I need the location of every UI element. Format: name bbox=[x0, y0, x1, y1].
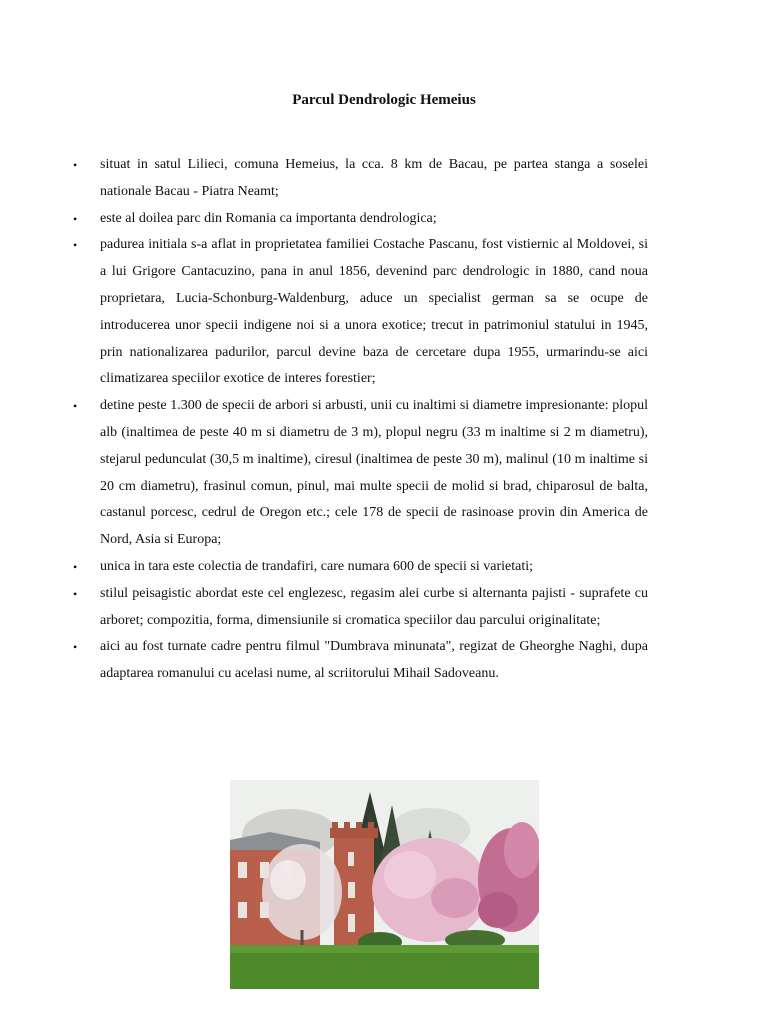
bullet-icon: • bbox=[73, 238, 78, 253]
bullet-icon: • bbox=[73, 158, 78, 172]
list-item bbox=[62, 581, 648, 635]
list-item-text: detine peste 1.300 de specii de arbori si arbusti, unii cu inaltimi si diametre impresionante: plopul alb (inaltimea de peste 40 m si diametru de 3 m), plopul negru (33 m inaltime si 2 m diametru), stejarul pedunculat (30,5 m inaltime), ciresul (inaltimea de peste 30 m), malinul (10 m inaltime si 20 cm diametru), frasinul comun, pinul, mai multe specii de molid si brad, chiparosul de balta, castanul porcesc, cedrul de Oregon etc.; cele 178 de specii de rasinoase provin din America de Nord, Asia si Europa; bbox=[100, 398, 648, 548]
list-item bbox=[62, 634, 648, 688]
list-item bbox=[62, 393, 648, 554]
bullet-icon: • bbox=[73, 586, 78, 601]
park-photo-illustration bbox=[230, 780, 539, 989]
bullet-icon: • bbox=[73, 559, 78, 574]
list-item-text: padurea initiala s-a aflat in proprietatea familiei Costache Pascanu, fost vistiernic al Moldovei, si a lui Grigore Cantacuzino, pana in anul 1856, devenind parc dendrologic in 1880, cand noua proprietara, Lucia-Schonburg-Waldenburg, aduce un specialist german sa se ocupe de introducerea unor specii indigene noi si a unora exotice; trecut in patrimoniul statului in 1945, prin nationalizarea padurilor, parcul devine baza de cercetare dupa 1955, urmarindu-se aici climatizarea speciilor exotice de interes forestier; bbox=[100, 237, 648, 387]
page-title: Parcul Dendrologic Hemeius bbox=[292, 92, 476, 108]
park-photo bbox=[230, 780, 539, 989]
list-item-text: unica in tara este colectia de trandafiri, care numara 600 de specii si varietati; bbox=[100, 558, 534, 574]
list-item bbox=[62, 232, 648, 393]
list-item bbox=[62, 206, 648, 233]
bullet-icon: • bbox=[73, 640, 78, 655]
bullet-icon: • bbox=[73, 399, 78, 414]
bullet-list bbox=[62, 152, 648, 688]
list-item-text: stilul peisagistic abordat este cel englezesc, regasim alei curbe si alternanta pajisti - suprafete cu arboret; compozitia, forma, dimensiunile si cromatica speciilor dau parcului originalitate; bbox=[100, 585, 648, 628]
list-item-text: aici au fost turnate cadre pentru filmul "Dumbrava minunata", regizat de Gheorghe Naghi, dupa adaptarea romanului cu acelasi nume, al scriitorului Mihail Sadoveanu. bbox=[100, 639, 648, 682]
list-item bbox=[62, 554, 648, 581]
bullet-icon: • bbox=[73, 211, 78, 226]
list-item-text: situat in satul Lilieci, comuna Hemeius, la cca. 8 km de Bacau, pe partea stanga a soselei nationale Bacau - Piatra Neamt; bbox=[100, 157, 648, 199]
list-item bbox=[62, 152, 648, 206]
list-item-text: este al doilea parc din Romania ca importanta dendrologica; bbox=[100, 210, 437, 226]
